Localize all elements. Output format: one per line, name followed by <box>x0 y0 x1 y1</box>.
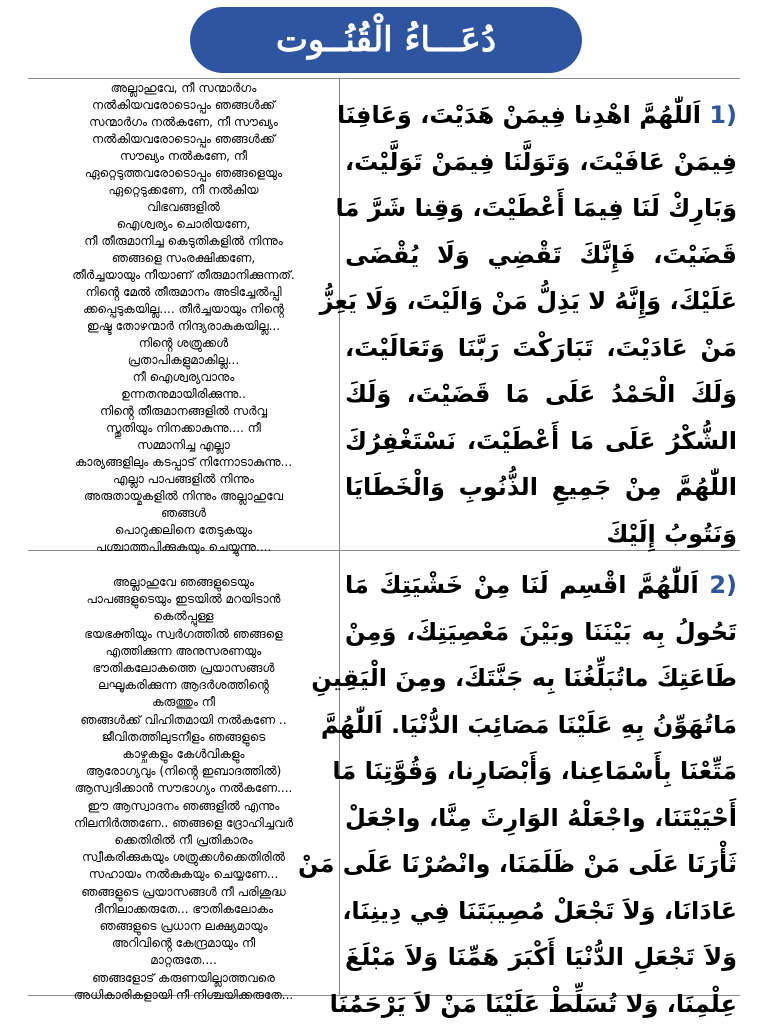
translation-line: സമ്മാനിച്ച എല്ലാ <box>137 437 230 454</box>
translation-line: നിൻ്റെ തീരുമാനങ്ങളിൽ സർവ്വ <box>100 403 267 420</box>
translation-line: നിലനിർത്തണേ.. ഞങ്ങളെ ദ്രോഹിച്ചവർ <box>74 815 293 832</box>
translation-line: ക്കെതിരിൽ നീ പ്രതികാരം <box>114 832 252 849</box>
translation-line: സന്മാർഗം നൽകണേ, നീ സൗഖ്യം <box>89 114 278 131</box>
translation-line: ഏറ്റെടുക്കണേ, നീ നൽകിയ <box>108 182 258 199</box>
section-number: (2 <box>709 571 737 599</box>
translation-line: ആരോഗ്യവും (നിൻ്റെ ഇബാദത്തിൽ) <box>86 763 282 780</box>
translation-line: അരുതായ്മകളിൽ നിന്നും അല്ലാഹുവേ <box>84 488 283 505</box>
malayalam-translation-2 <box>28 574 339 1004</box>
translation-line: സ്വീകരിക്കുകയും ശത്രുക്കൾക്കെതിരിൽ <box>82 849 285 866</box>
translation-line: കരുത്തും നീ <box>152 694 215 711</box>
translation-line: പശ്ചാത്തപിക്കുകയും ചെയ്യുന്നു.... <box>96 539 272 556</box>
dua-line: مَنْ عَادَيْتَ، تَبَارَكْتَ رَبَّنَا وَتَعَالَيْتَ، <box>345 325 737 372</box>
translation-line: പാപങ്ങളുടെയും ഇടയിൽ മറയിടാൻ <box>87 591 281 608</box>
translation-line: ദീനിലാക്കരുതേ... ഭൗതികലോകം <box>94 901 273 918</box>
dua-line: ثَأْرَنَا عَلَى مَنْ ظَلَمَنَا، وانْصُرْنَا عَلَى مَنْ <box>345 841 737 888</box>
translation-line: ജീവിതത്തിലുടനീളം ഞങ്ങളുടെ <box>102 729 266 746</box>
translation-line: നൽകിയവരോടൊപ്പം ഞങ്ങൾക്ക് <box>92 131 275 148</box>
dua-line: عَلَيْكَ، وَإِنَّهُ لا يَذِلُّ مَنْ وَالَيْتَ، وَلَا يَعِزُّ <box>345 278 737 325</box>
translation-line: കാര്യങ്ങളിലും കടപ്പാട് നിന്നോടാകുന്നു... <box>75 454 292 471</box>
translation-line: അല്ലാഹുവേ ഞങ്ങളുടെയും <box>113 574 254 591</box>
translation-line: ആസ്വദിക്കാൻ സൗഭാഗ്യം നൽകണേ.... <box>75 780 293 797</box>
dua-line: وَلاَ تَجْعَلِ الدُّنْيَا أَكْبَرَ هَمِّنَا وَلاَ مَبْلَغَ <box>345 934 737 981</box>
translation-line: സഹായം നൽകുകയും ചെയ്യണേ... <box>89 866 279 883</box>
dua-line: قَضَيْتَ، فَإِنَّكَ تَقْضِي وَلَا يُقْضَى <box>345 232 737 279</box>
translation-line: ഈ ആസ്വാദനം ഞങ്ങളിൽ എന്നും <box>88 798 280 815</box>
translation-line: ഞങ്ങളുടെ പ്രധാന ലക്ഷ്യമായും <box>99 918 267 935</box>
translation-line: സൗഖ്യം നൽകണേ, നീ <box>120 148 247 165</box>
translation-line: നിൻ്റെ ശത്രുക്കൾ <box>139 335 228 352</box>
translation-line: അറിവിൻ്റെ കേന്ദ്രമായും നീ <box>112 935 255 952</box>
dua-line: وَلَكَ الْحَمْدُ عَلَى مَا قَضَيْتَ، وَلَكَ <box>345 371 737 418</box>
translation-line: ഐശ്വര്യം ചൊരിയണേ, <box>117 216 251 233</box>
translation-line: നീ തീരുമാനിച്ച കെടുതികളിൽ നിന്നും <box>84 233 282 250</box>
translation-line: സ്തുതിയും നിനക്കാകുന്നു.... നീ <box>106 420 261 437</box>
translation-line: നിൻ്റെ മേൽ തീരുമാനം അടിച്ചേൽപ്പി <box>85 284 281 301</box>
dua-line: اللّٰهُمَّ مِنْ جَمِيعِ الذُّنُوبِ وَالْخَطَايَا <box>345 464 737 511</box>
table-top-border <box>28 78 740 79</box>
dua-line: مَتِّعْنَا بِأَسْمَاعِنا، وَأَبْصَارِنا، وَقُوَّتِنَا مَا <box>345 748 737 795</box>
dua-line-text: اَللّٰهُمَّ اقْسِم لَنَا مِنْ خَشْيَتِكَ مَا <box>345 571 699 599</box>
dua-line-text: اَللّٰهُمَّ اهْدِنا فِيمَنْ هَدَيْتَ، وَعَافِنَا <box>337 101 701 129</box>
translation-line: ഇഷ്ട തോഴന്മാർ നിന്ദ്യരാകുകയില്ല... <box>87 318 280 335</box>
dua-line: وَنَتُوبُ إِلَيْكَ <box>345 511 737 558</box>
translation-line: മാറ്റരുതേ.... <box>150 952 217 969</box>
dua-line: فِيمَنْ عَافَيْتَ، وَتَوَلَّنَا فِيمَنْ تَوَلَّيْتَ، <box>345 139 737 186</box>
translation-line: നീ ഐശ്വര്യവാനും <box>133 369 235 386</box>
translation-line: ലഘൂകരിക്കുന്ന ആദർശത്തിൻ്റെ <box>98 677 269 694</box>
dua-line: عِلْمِنَا، وَلا تُسَلِّطْ عَلَيْنَا مَنْ لاَ يَرْحَمُنَا <box>345 981 737 1027</box>
translation-line: ഞങ്ങൾ <box>161 505 206 522</box>
translation-line: എല്ലാ പാപങ്ങളിൽ നിന്നും <box>113 471 254 488</box>
dua-line: الشُّكْرُ عَلَى مَا أَعْطَيْتَ، نَسْتَغْفِرُكَ <box>345 418 737 465</box>
translation-line: ഉന്നതനുമായിരിക്കുന്നു.. <box>121 386 246 403</box>
translation-line: ക്കപ്പെടുകയില്ല.... തീർച്ചയായും നിൻ്റെ <box>83 301 284 318</box>
translation-line: ഞങ്ങളുടെ പ്രയാസങ്ങൾ നീ പരിശുദ്ധ <box>81 884 285 901</box>
dua-line: مَاتُهَوِّنُ بِهِ عَلَيْنَا مَصَائِبَ الدُّنْيَا. اَللّٰهُمَّ <box>345 702 737 749</box>
dua-line: وَبَارِكْ لَنَا فِيمَا أَعْطَيْتَ، وَقِنا شَرَّ مَا <box>345 185 737 232</box>
translation-line: ഏറ്റെടുത്തവരോടൊപ്പം ഞങ്ങളെയും <box>85 165 282 182</box>
translation-line: വിഭവങ്ങളിൽ <box>147 199 220 216</box>
arabic-dua-1 <box>345 92 737 557</box>
section-number: (1 <box>709 101 737 129</box>
arabic-dua-2 <box>345 562 737 1027</box>
translation-line: കാഴ്ചകളും കേൾവികളും <box>122 746 244 763</box>
translation-line: ഭയഭക്തിയും സ്വർഗത്തിൽ ഞങ്ങളെ <box>84 626 282 643</box>
dua-line: عَادَانَا، وَلاَ تَجْعَلْ مُصِيبَتَنَا فِي دِينِنَا، <box>345 888 737 935</box>
dua-line: تَحُولُ بِه بَيْنَنَا وبَيْنَ مَعْصِيَتِكَ، وَمِنْ <box>345 609 737 656</box>
translation-line: കെൽപ്പുള്ള <box>153 608 213 625</box>
translation-line: പ്രതാപികളുമാകില്ല... <box>128 352 239 369</box>
translation-line: ഞങ്ങളെ സംരക്ഷിക്കണേ, <box>112 250 255 267</box>
translation-line: നൽകിയവരോടൊപ്പം ഞങ്ങൾക്ക് <box>92 97 275 114</box>
dua-line: أَحْيَيْتَنَا، واجْعَلْهُ الوَارِثَ مِنَّا، واجْعَلْ <box>345 795 737 842</box>
title-banner <box>190 7 582 73</box>
dua-line: طَاعَتِكَ ماتُبَلِّغُنَا بِه جَنَّتَكَ، ومِنَ الْيَقِينِ <box>345 655 737 702</box>
translation-line: തീർച്ചയായും നീയാണ് തീരുമാനിക്കുന്നത്. <box>72 267 294 284</box>
page-title: دُعَـــاءُ الْقُنُــوت <box>276 23 496 57</box>
translation-line: പൊറുക്കലിനെ തേടുകയും <box>115 522 252 539</box>
translation-line: എത്തിക്കുന്ന അനുസരണയും <box>106 643 262 660</box>
translation-line: ഭൗതികലോകത്തെ പ്രയാസങ്ങൾ <box>93 660 275 677</box>
translation-line: അധികാരികളായി നീ നിശ്ചയിക്കരുതേ... <box>74 987 294 1004</box>
malayalam-translation-1 <box>28 80 339 556</box>
translation-line: അല്ലാഹുവേ, നീ സന്മാർഗം <box>111 80 257 97</box>
dua-line <box>345 562 737 609</box>
dua-line <box>345 92 737 139</box>
translation-line: ഞങ്ങൾക്ക് വിഹിതമായി നൽകണേ .. <box>80 712 286 729</box>
translation-line: ഞങ്ങളോട് കരുണയില്ലാത്തവരെ <box>92 970 275 987</box>
